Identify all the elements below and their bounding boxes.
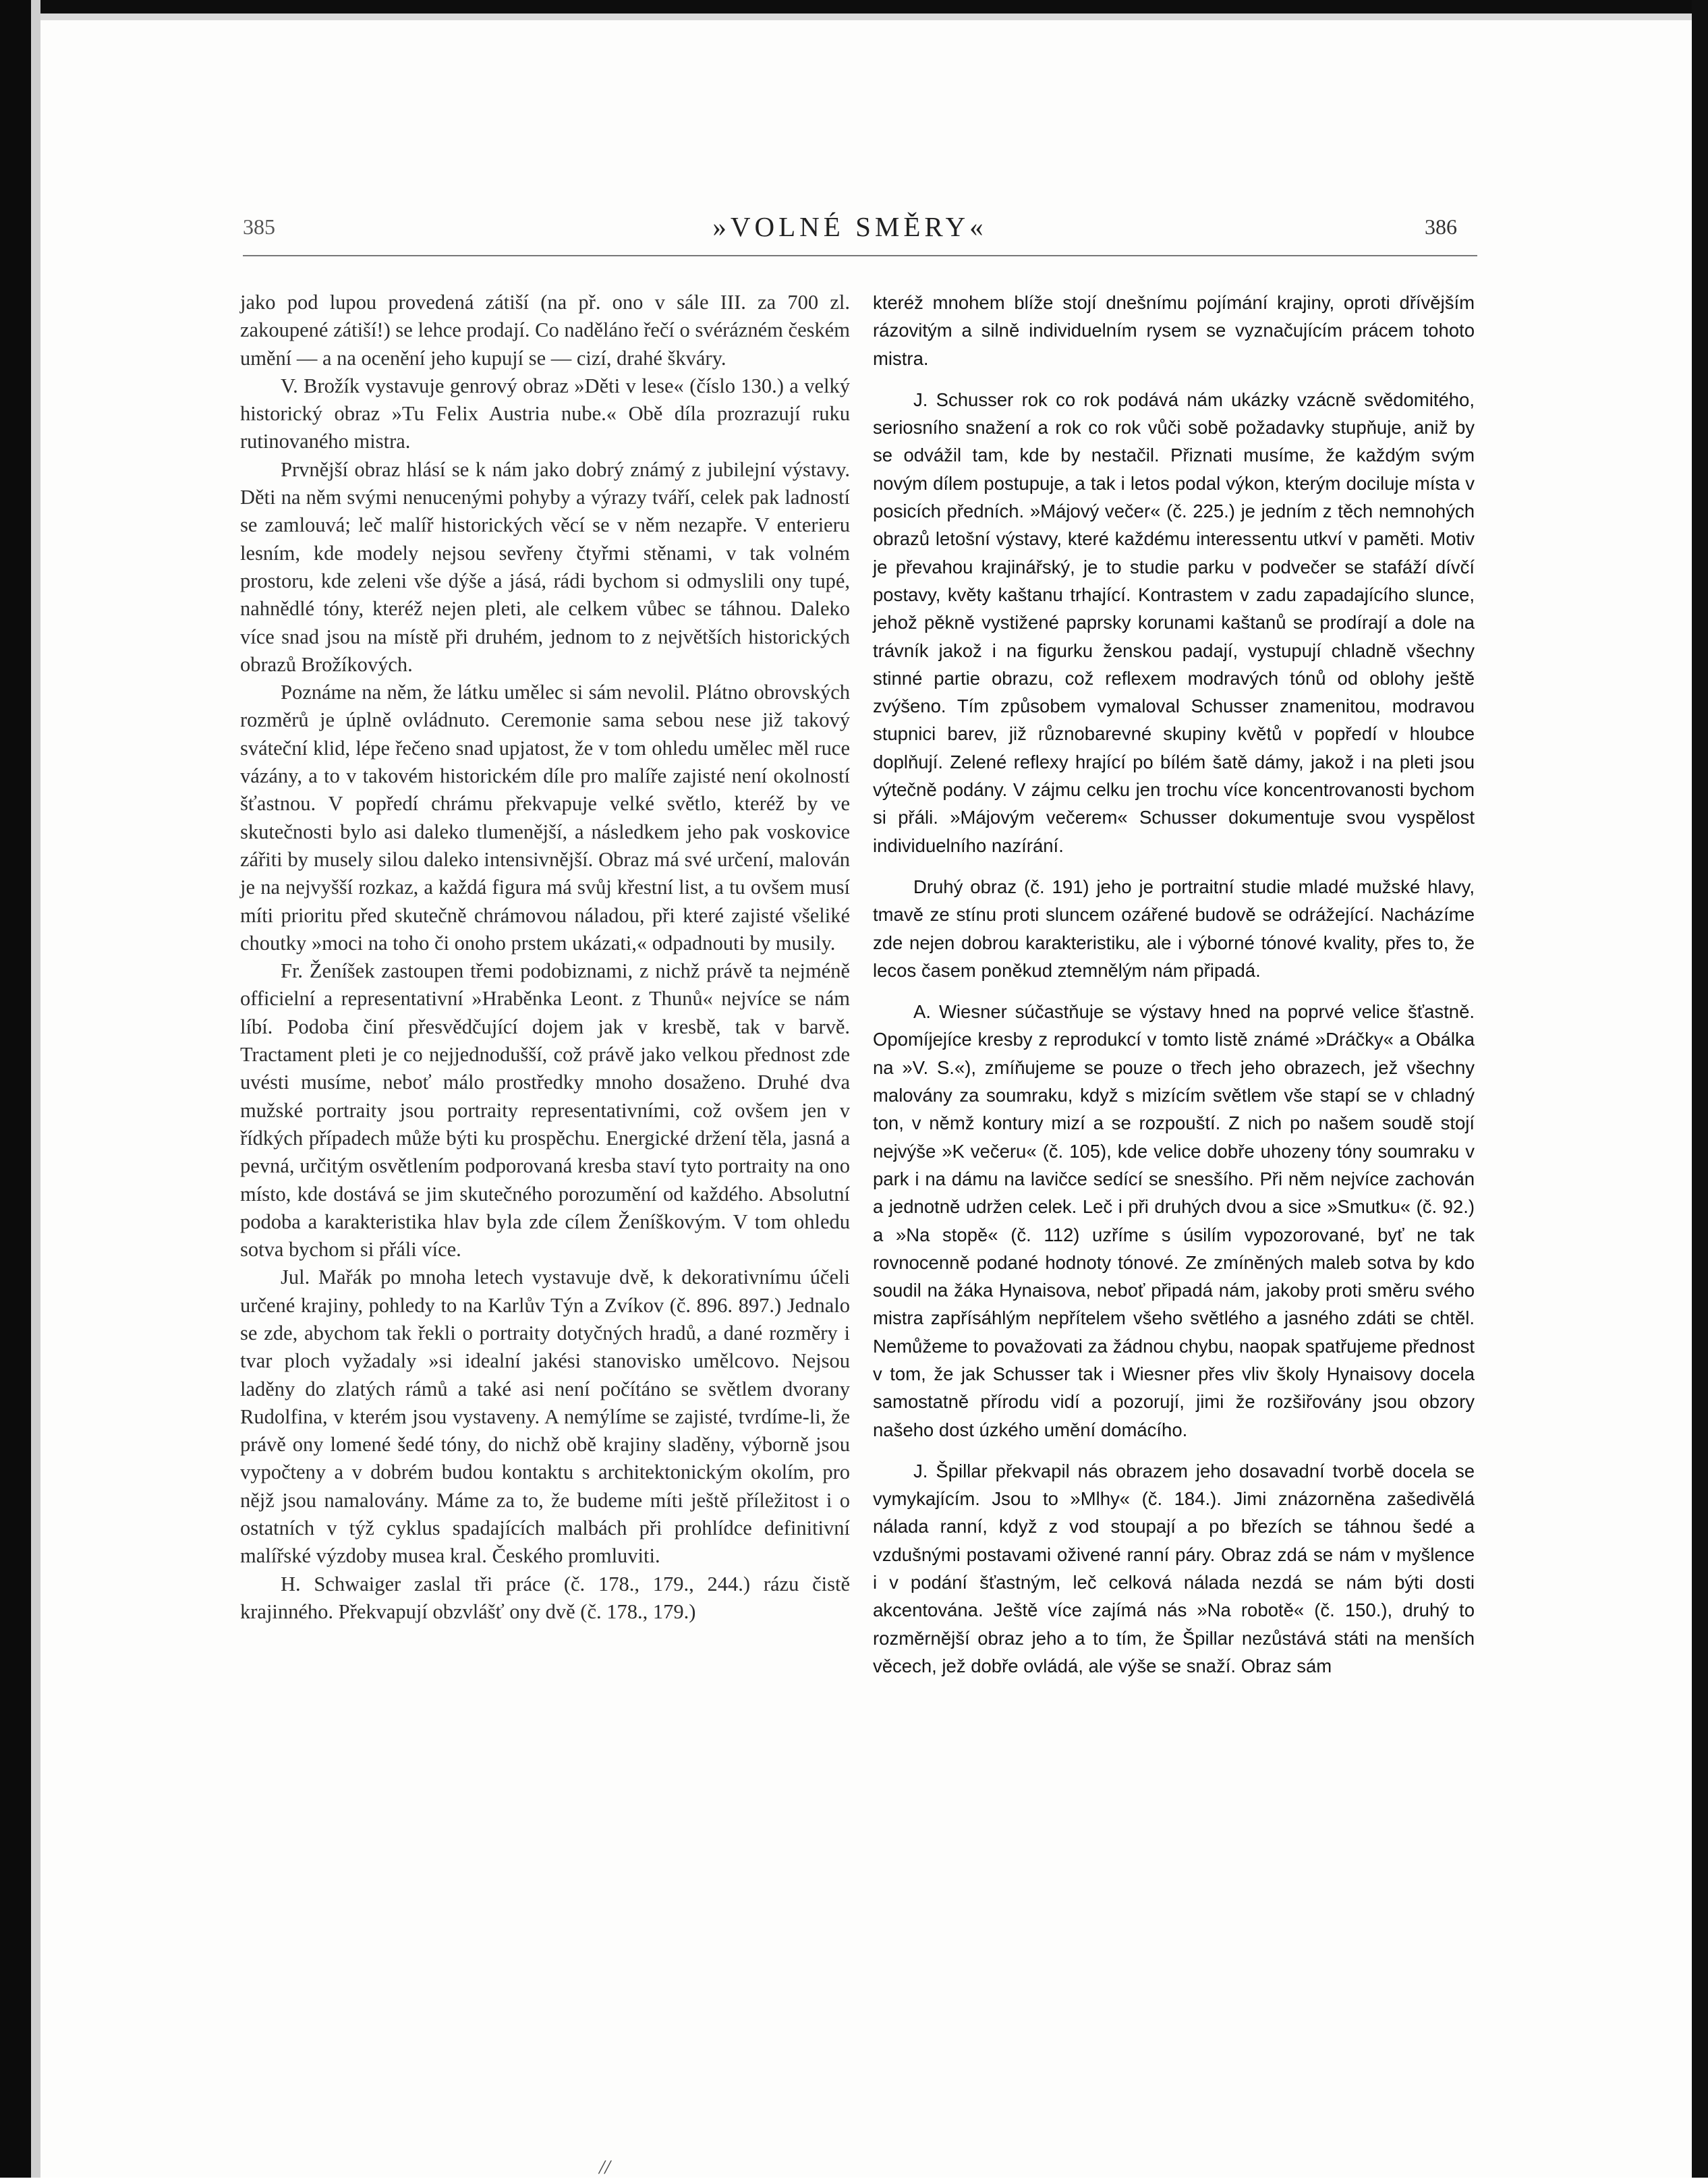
paragraph: jako pod lupou provedená zátiší (na př. ono v sále III. za 700 zl. zakoupené zátiší!) se lehce prodají. Co naděláno řečí o svérázném českém umění — a na ocenění jeho kupují se — cizí, drahé škváry. bbox=[240, 291, 850, 370]
paragraph: J. Špillar překvapil nás obrazem jeho dosavadní tvorbě docela se vymykajícím. Jsou to »Mlhy« (č. 184.). Jimi znázorněna zašedivělá nálada ranní, když z vod stoupají a po březích se táhnou šedé a vzdušnými postavami oživené ranní páry. Obraz zdá se nám v myšlence i v podání šťastným, leč celková nálada nezdá se nám býti dosti akcentována. Ještě více zajímá nás »Na robotě« (č. 150.), druhý to rozměrnější obraz jeho a to tím, že Špillar nezůstává státi na menších věcech, jež dobře ovládá, ale výše se snaží. Obraz sám bbox=[873, 1460, 1475, 1676]
paragraph: Fr. Ženíšek zastoupen třemi podobiznami, z nichž právě ta nejméně officielní a representativní »Hraběnka Leont. z Thunů« nejvíce se nám líbí. Podoba činí přesvědčující dojem jak v kresbě, tak v barvě. Tractament pleti je co nejjednodušší, což právě jako velkou přednost zde uvésti musíme, neboť málo prostředky mnoho dosaženo. Druhé dva mužské portraity jsou portraity representativními, což ovšem jen v řídkých případech může býti ku prospěchu. Energické držení těla, jasná a pevná, určitým osvětlením podporovaná kresba staví tyto portraity na ono místo, kde dostává se jim skutečného porozumění od každého. Absolutní podoba a karakteristika hlav byla zde cílem Ženíškovým. V tom ohledu sotva bychom si přáli více. bbox=[240, 959, 850, 1262]
paragraph: Druhý obraz (č. 191) jeho je portraitní studie mladé mužské hlavy, tmavě ze stínu proti sluncem ozářené budově se odrážející. Nacházíme zde nejen dobrou karakteristiku, ale i výborné tónové kvality, přes to, že lecos časem poněkud ztemnělým nám připadá. bbox=[873, 876, 1475, 981]
page-number-right: 386 bbox=[1425, 215, 1457, 239]
right-column bbox=[873, 289, 1475, 1680]
paragraph: H. Schwaiger zaslal tři práce (č. 178., 179., 244.) rázu čistě krajinného. Překvapují obzvlášť ony dvě (č. 178., 179.) bbox=[240, 1572, 850, 1623]
scan-edge-left bbox=[0, 0, 31, 2178]
paragraph: Poznáme na něm, že látku umělec si sám nevolil. Plátno obrovských rozměrů je úplně ovládnuto. Ceremonie sama sebou nese již takový sváteční klid, lépe řečeno snad upjatost, že v tom ohledu umělec měl ruce vázány, a to v takovém historickém díle pro malíře zajisté není okolností šťastnou. V popředí chrámu překvapuje velké světlo, kteréž by ve skutečnosti bylo asi daleko tlumenější, a následkem jeho pak voskovice zářiti by musely silou daleko intensivnější. Obraz má své určení, malován je na nejvyšší rozkaz, a každá figura má svůj křestní list, a tu ovšem musí míti prioritu před skutečně chrámovou náladou, při které zajisté všeliké choutky »moci na toho či onoho prstem ukázati,« odpadnouti by musily. bbox=[240, 681, 850, 955]
paragraph: Jul. Mařák po mnoha letech vystavuje dvě, k dekorativnímu účeli určené krajiny, pohledy to na Karlův Týn a Zvíkov (č. 896. 897.) Jednalo se zde, abychom tak řekli o portraity dotyčných hradů, a dané rozměry i tvar ploch vyžadaly »si idealní jakési stanovisko umělcovo. Nejsou laděny do zlatých rámů a také asi není počítáno se světlem dvorany Rudolfina, v kterém jsou vystaveny. A nemýlíme se zajisté, tvrdíme-li, že právě ony lomené šedé tóny, do nichž obě krajiny sladěny, výborně jsou vypočteny a v dobrém budou kontaktu s architektonickým okolím, pro nějž jsou namalovány. Máme za to, že budeme míti ještě příležitost i o ostatních v týž cyklus spadajících malbách při prohlídce definitivní malířské výzdoby musea kral. Českého promluviti. bbox=[240, 1266, 850, 1568]
journal-title: »VOLNÉ SMĚRY« bbox=[712, 211, 988, 242]
paragraph: A. Wiesner súčastňuje se výstavy hned na poprvé velice šťastně. Opomíjejíce kresby z reprodukcí v tomto listě známé »Dráčky« a Obálka na »V. S.«), zmíňujeme se pouze o třech jeho obrazech, jež všechny malovány za soumraku, když s mizícím světlem vše stapí se v chladný ton, v němž kontury mizí a se rozpouští. Z nich po našem soudě stojí nejvýše »K večeru« (č. 105), kde velice dobře uhozeny tóny soumraku v park i na dámu na lavičce sedící se snesšího. Při něm nejvíce zachován a jednotně udržen celek. Leč i při druhých dvou a sice »Smutku« (č. 92.) a »Na stopě« (č. 112) uzříme s úsilím vypozorované, byť ne tak rovnocenně podané hodnoty tónové. Ze zmíněných maleb sotva by kdo soudil na žáka Hynaisova, neboť připadá nám, jakoby proti směru svého mistra zapřísáhlým nepřítelem všeho světlého a jasného zdáti se chtěl. Nemůžeme to považovati za žádnou chybu, naopak spatřujeme přednost v tom, že jak Schusser tak i Wiesner přes vliv školy Hynaisovy docela samostatně přírodu vidí a pozorují, jimi že rozšiřovány jsou obzory našeho dost úzkého umění domácího. bbox=[873, 1001, 1475, 1440]
paragraph: J. Schusser rok co rok podává nám ukázky vzácně svědomitého, seriosního snažení a rok co rok vůči sobě požadavky stupňuje, aniž by se odvážil tam, kde by nestačil. Přiznati musíme, že každým svým novým dílem postupuje, a tak i letos podal výkon, kterým dociluje místa v posicích předních. »Májový večer« (č. 225.) je jedním z těch nemnohých obrazů letošní výstavy, které každému interessentu utkví v paměti. Motiv je převahou krajinářský, je to studie parku v podvečer se stafáží dívčí postavy, květy kaštanu trhající. Kontrastem v zadu zapadajícího slunce, jehož pěkně vystižené paprsky korunami kaštanů se prodírají a dole na trávník jakož i na figurku ženskou padají, vystupují chladně všechny stinné partie obrazu, což reflexem modravých tónů od oblohy ještě zvýšeno. Tím způsobem vymaloval Schusser znamenitou, modravou stupnici barev, již různobarevné skupiny květů v popředí v hloubce doplňují. Zelené reflexy hrající po bílém šatě dámy, jakož i na pleti jsou výtečně podány. V zájmu celku jen trochu více koncentrovanosti bychom si přáli. »Májovým večerem« Schusser dokumentuje svou vyspělost individuelního nazírání. bbox=[873, 389, 1475, 856]
scan-edge-right bbox=[1692, 0, 1708, 2178]
header-rule bbox=[243, 255, 1477, 256]
paragraph: Prvnější obraz hlásí se k nám jako dobrý známý z jubilejní výstavy. Děti na něm svými nenucenými pohyby a výrazy tváří, celek pak ladností se zamlouvá; leč malíř historických věcí se v něm nezapře. V enterieru lesním, kde modely nejsou sevřeny čtyřmi stěnami, v tak volném prostoru, kde zeleni vše dýše a jásá, rádi bychom si odmyslili ony tupé, nahnědlé tóny, kteréž nejen pleti, ale celkem vůbec se táhnou. Daleko více snad jsou na místě při druhém, jednom to z největších historických obrazů Brožíkových. bbox=[240, 457, 850, 676]
scan-edge-left-shadow bbox=[31, 0, 40, 2178]
page-number-left: 385 bbox=[243, 215, 275, 239]
footer-mark: // bbox=[599, 2156, 610, 2178]
paragraph: kteréž mnohem blíže stojí dnešnímu pojímání krajiny, oproti dřívějším rázovitým a silně individuelním rysem se vyznačujícím prácem tohoto mistra. bbox=[873, 292, 1475, 369]
running-header bbox=[243, 211, 1457, 252]
scan-edge-top-shadow bbox=[31, 13, 1708, 20]
scan-edge-top bbox=[0, 0, 1708, 13]
left-column bbox=[240, 289, 850, 1626]
paragraph: V. Brožík vystavuje genrový obraz »Děti v lese« (číslo 130.) a velký historický obraz »Tu Felix Austria nube.« Obě díla prozrazují ruku rutinovaného mistra. bbox=[240, 374, 850, 453]
